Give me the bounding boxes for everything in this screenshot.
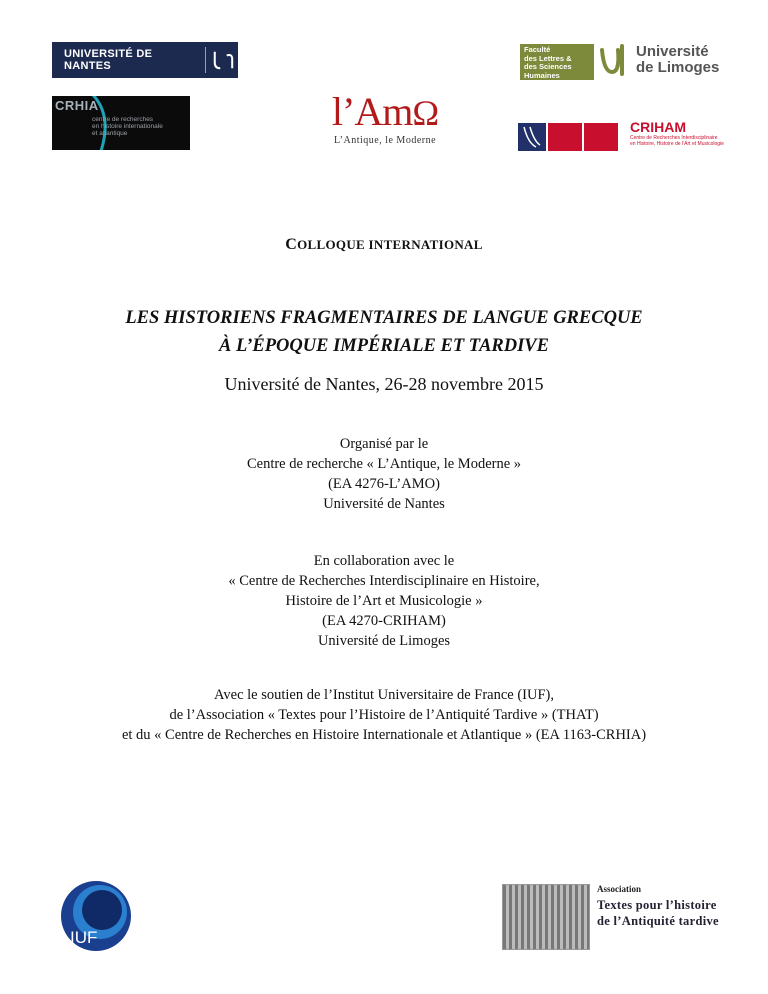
flsh-line-3: des Sciences [524,62,572,71]
flsh-line-2: des Lettres & [524,53,572,63]
colloque-heading-rest: OLLOQUE INTERNATIONAL [297,237,483,252]
that-logo-association: Association [597,884,642,894]
universite-de-nantes-logo [52,42,238,78]
that-association-logo [502,884,724,950]
faculte-lettres-logo [520,44,594,80]
amo-logo [318,89,452,150]
criham-logo-title: CRIHAM [630,119,686,135]
collaboration-line: « Centre de Recherches Interdisciplinaire en Histoire, [228,573,540,589]
nantes-logo-text: UNIVERSITÉ DE NANTES [64,48,153,72]
that-sculpture-image [502,884,590,950]
nantes-logo-divider [205,47,206,73]
limoges-line-1: Université [636,43,709,60]
flsh-line-4: Humaines [524,70,560,80]
iuf-logo-text: IUF [70,928,98,947]
collaboration-line: Université de Limoges [317,633,451,649]
organizer-line: Université de Nantes [323,496,445,512]
organizer-line: Organisé par le [339,436,429,452]
title-line-1: LES HISTORIENS FRAGMENTAIRES DE LANGUE GRECQUE [125,308,643,328]
colloque-heading-initial: C [285,236,298,253]
collaboration-line: (EA 4270-CRIHAM) [322,613,446,629]
organizer-line: (EA 4276-L’AMO) [328,476,440,492]
organizer-line: Centre de recherche « L’Antique, le Moderne » [246,456,522,472]
criham-strip-icon [518,123,618,151]
criham-logo-sub-2: en Histoire, Histoire de l’Art et Musicologie [630,141,724,147]
colloquium-title [0,304,768,360]
venue-date: Université de Nantes, 26-28 novembre 2015 [224,374,544,394]
criham-logo [630,120,730,154]
iuf-logo [60,880,132,952]
amo-logo-tagline: L’Antique, le Moderne [333,135,437,146]
collaboration-line: En collaboration avec le [313,553,455,569]
amo-logo-omega: Ω [412,93,439,133]
collaboration-block [0,551,768,651]
crhia-logo [52,96,190,150]
flsh-line-1: Faculté [524,45,551,54]
support-line: et du « Centre de Recherches en Histoire Internationale et Atlantique » (EA 1163-CRHIA) [121,727,647,743]
limoges-monogram-icon [598,42,632,80]
colloque-heading [0,236,768,254]
criham-logo-sub-1: Centre de Recherches Interdisciplinaire [630,135,718,141]
that-logo-line-2: de l’Antiquité tardive [597,914,719,928]
title-line-2: À L’ÉPOQUE IMPÉRIALE ET TARDIVE [219,336,549,356]
support-line: Avec le soutien de l’Institut Universitaire de France (IUF), [214,687,554,703]
support-line: de l’Association « Textes pour l’Histoire de l’Antiquité Tardive » (THAT) [169,707,599,723]
crhia-logo-subtitle: centre de recherches en histoire internationale et atlantique [92,116,163,137]
amo-logo-letters: l’Am [331,89,413,134]
support-block [0,685,768,745]
limoges-logo-text [636,44,719,76]
universite-de-limoges-logo [598,42,728,82]
collaboration-line: Histoire de l’Art et Musicologie » [285,593,483,609]
amo-logo-mark [318,89,452,134]
crhia-logo-title: CRHIA [55,98,99,113]
that-logo-line-1: Textes pour l’histoire [597,898,717,912]
nantes-mark-icon [212,49,238,71]
limoges-line-2: de Limoges [636,59,720,76]
organizer-block [0,434,768,514]
